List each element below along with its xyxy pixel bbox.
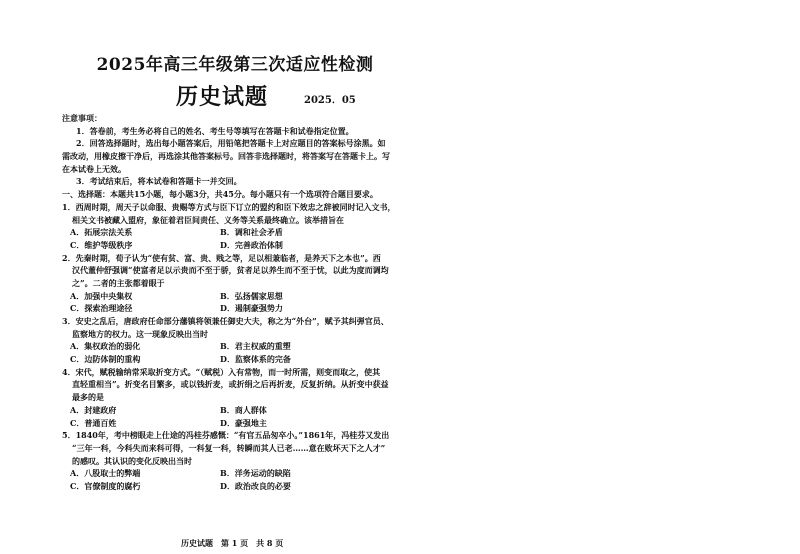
question-1 xyxy=(62,201,402,252)
question-2 xyxy=(62,252,402,315)
question-stem-line: 3．安史之乱后，唐政府任命部分藩镇将领兼任御史大夫，称之为“外台”，赋予其纠弹官员、 xyxy=(62,316,389,326)
option-c: C．探索治理途径 xyxy=(70,303,133,314)
question-stem-line: 的感叹。其认识的变化反映出当时 xyxy=(72,455,192,466)
subject-title: 历史试题 xyxy=(176,84,269,110)
option-a: A．集权政治的弱化 xyxy=(70,341,141,352)
question-stem-line: 最多的是 xyxy=(72,392,104,403)
option-d: D．政治改良的必要 xyxy=(220,480,291,491)
option-row xyxy=(62,417,402,430)
option-a: A．封建政府 xyxy=(70,404,117,415)
option-c: C．普通百姓 xyxy=(70,417,117,428)
exam-date: 2025．05 xyxy=(304,95,356,106)
option-a: A．拓展宗法关系 xyxy=(70,227,133,238)
question-stem-line: 直轻重相当”。折变名目繁多，或以钱折麦，或折绢之后再折麦，反复折纳。从折变中获益 xyxy=(72,379,389,390)
option-c: C．官僚制度的腐朽 xyxy=(70,480,141,491)
option-row xyxy=(62,480,402,493)
option-d: D．监察体系的完备 xyxy=(220,354,291,365)
option-a: A．加强中央集权 xyxy=(70,290,133,301)
question-5 xyxy=(62,429,402,492)
notice-line: 1．答卷前，考生务必将自己的姓名、考生号等填写在答题卡和试卷指定位置。 xyxy=(76,125,354,136)
option-row xyxy=(62,302,402,315)
option-b: B．弘扬儒家思想 xyxy=(220,290,283,301)
question-stem-line: 监察地方的权力。这一现象反映出当时 xyxy=(72,328,208,339)
option-row xyxy=(62,467,402,480)
option-row xyxy=(62,290,402,303)
notice-line: 在本试卷上无效。 xyxy=(62,163,126,174)
notice-heading: 注意事项： xyxy=(62,113,102,123)
option-row xyxy=(62,404,402,417)
question-stem-line: 之”。二者的主张都着眼于 xyxy=(72,277,165,288)
option-row xyxy=(62,353,402,366)
option-d: D．遏制豪强势力 xyxy=(220,303,283,314)
question-stem-line: 相关文书被藏入盟府，象征着君臣间责任、义务等关系最终确立。该举措旨在 xyxy=(72,214,344,225)
notice-line: 需改动，用橡皮擦干净后，再选涂其他答案标号。回答非选择题时，将答案写在答题卡上。写 xyxy=(62,151,390,162)
option-b: B．调和社会矛盾 xyxy=(220,227,283,238)
exam-body xyxy=(62,112,402,493)
option-row xyxy=(62,340,402,353)
question-stem-line: 4．宋代，赋税输纳常采取折变方式。“（赋税）入有常物，而一时所需，则变而取之，使其 xyxy=(62,366,381,377)
option-b: B．洋务运动的缺陷 xyxy=(220,468,291,479)
question-3 xyxy=(62,315,402,366)
question-4 xyxy=(62,366,402,429)
option-d: D．豪强地主 xyxy=(220,417,267,428)
option-c: C．边防体制的重构 xyxy=(70,354,141,365)
option-d: D．完善政治体制 xyxy=(220,239,283,250)
section-heading: 一、选择题：本题共15小题，每小题3分，共45分。每小题只有一个选项符合题目要求。 xyxy=(62,189,378,200)
exam-title: 2025年高三年级第三次适应性检测 xyxy=(96,55,374,75)
question-stem-line: 5．1840年，考中榜眼走上仕途的冯桂芬感慨：“有官五品匆卒小。”1861年，冯桂芬又发出 xyxy=(62,430,390,441)
question-stem-line: 2．先秦时期，荀子认为“使有贫、富、贵、贱之等，足以相兼临者，是养天下之本也”。西 xyxy=(62,252,381,263)
option-row xyxy=(62,226,402,239)
question-stem-line: 1．西周时期，周天子以命服、贵赐等方式与臣下订立的盟约和臣下效忠之辞被同时记入文书， xyxy=(62,201,396,212)
option-b: B．商人群体 xyxy=(220,404,267,415)
notice-line: 2．回答选择题时，选出每小题答案后，用铅笔把答题卡上对应题目的答案标号涂黑。如 xyxy=(76,138,386,149)
option-c: C．维护等级秩序 xyxy=(70,239,133,250)
option-row xyxy=(62,239,402,252)
question-stem-line: 汉代董仲舒强调“使富者足以示贵而不至于骄，贫者足以养生而不至于忧，以此为度而调均 xyxy=(72,265,389,276)
notice-line: 3．考试结束后，将本试卷和答题卡一并交回。 xyxy=(76,176,242,187)
page-footer: 历史试题 第 1 页 共 8 页 xyxy=(181,538,284,548)
option-a: A．八股取士的弊端 xyxy=(70,468,141,479)
question-stem-line: “三年一科，今科失而来科可得，一科复一科，转瞬而其人已老……意在败坏天下之人才” xyxy=(72,442,386,453)
option-b: B．君主权威的重塑 xyxy=(220,341,291,352)
